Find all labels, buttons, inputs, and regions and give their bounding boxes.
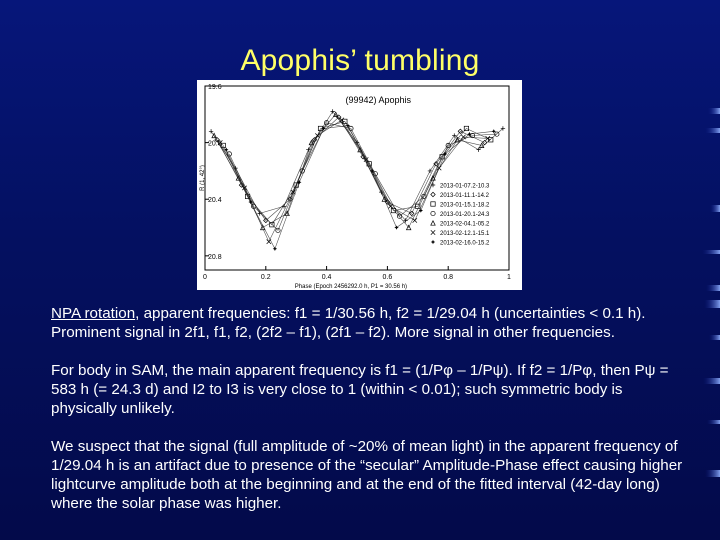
legend-entry: 2013-02-12.1-15.1 [440, 231, 490, 237]
data-point [431, 240, 435, 244]
paragraph-sam: For body in SAM, the main apparent frequency is f1 = (1/Pφ – 1/Pψ). If f2 = 1/Pφ, then Pψ = 583 h (= 24.3 d) and I2 to I3 is very close to 1 (within < 0.01); such symmetric body is physically unlikely. [51, 362, 669, 417]
chart-legend [431, 183, 490, 247]
x-tick-label: 1 [507, 274, 511, 281]
x-tick-label: 0.4 [321, 274, 332, 281]
chart-svg [197, 80, 522, 290]
data-point [431, 221, 435, 225]
x-axis-label: Phase (Epoch 2456292.0 h, P1 = 30.56 h) [294, 284, 408, 290]
y-tick-label: 20.4 [208, 197, 222, 205]
x-tick-label: 0 [203, 274, 207, 281]
legend-entry: 2013-02-04.1-05.2 [440, 221, 490, 228]
data-point [413, 218, 417, 222]
legend-entry: 2013-01-11.1-14.2 [440, 193, 489, 199]
chart-marks [209, 109, 505, 251]
y-tick-label: 20.8 [208, 253, 222, 261]
x-tick-label: 0.8 [443, 274, 454, 281]
data-point [273, 247, 277, 251]
data-point [431, 192, 435, 196]
y-tick-label: 20.0 [208, 140, 222, 148]
data-point [431, 211, 435, 215]
x-tick-label: 0.2 [260, 274, 271, 281]
legend-entry: 2013-02-16.0-15.2 [440, 240, 490, 247]
slide-title: Apophis’ tumbling [240, 44, 480, 77]
series-line [223, 121, 491, 224]
legend-entry: 2013-01-15.1-18.2 [440, 202, 490, 209]
right-edge-decoration [700, 0, 720, 540]
y-tick-label: 19.6 [208, 84, 222, 91]
legend-entry: 2013-01-20.1-24.3 [440, 212, 490, 218]
data-point [419, 208, 423, 212]
paragraph-artifact: We suspect that the signal (full amplitude of ~20% of mean light) in the apparent frequency of 1/29.04 h is an artifact due to presence of the “secular” Amplitude-Phase effect causing higher lightcurve amplitude both at the beginning and at the end of the fitted interval (42-day long) where the solar phase was higher. [51, 438, 683, 512]
npa-frequencies-text: , apparent frequencies: f1 = 1/30.56 h, f2 = 1/29.04 h (uncertainties < 0.1 h). [135, 305, 646, 322]
legend-entry: 2013-01-07.2-10.3 [440, 183, 490, 190]
x-tick-label: 0.6 [382, 274, 393, 281]
lightcurve-plot [197, 80, 522, 290]
chart-title: (99942) Apophis [345, 95, 412, 105]
prominent-signal-text: Prominent signal in 2f1, f1, f2, (2f2 – f1), (2f1 – f2). More signal in other frequencies. [51, 324, 615, 341]
y-axis-label: R (1, 42°) [200, 165, 206, 191]
paragraph-npa-rotation [51, 304, 691, 342]
npa-rotation-link[interactable]: NPA rotation [51, 305, 136, 322]
data-point [209, 129, 213, 133]
data-point [431, 230, 435, 234]
data-point [431, 202, 435, 206]
data-point [394, 225, 398, 229]
